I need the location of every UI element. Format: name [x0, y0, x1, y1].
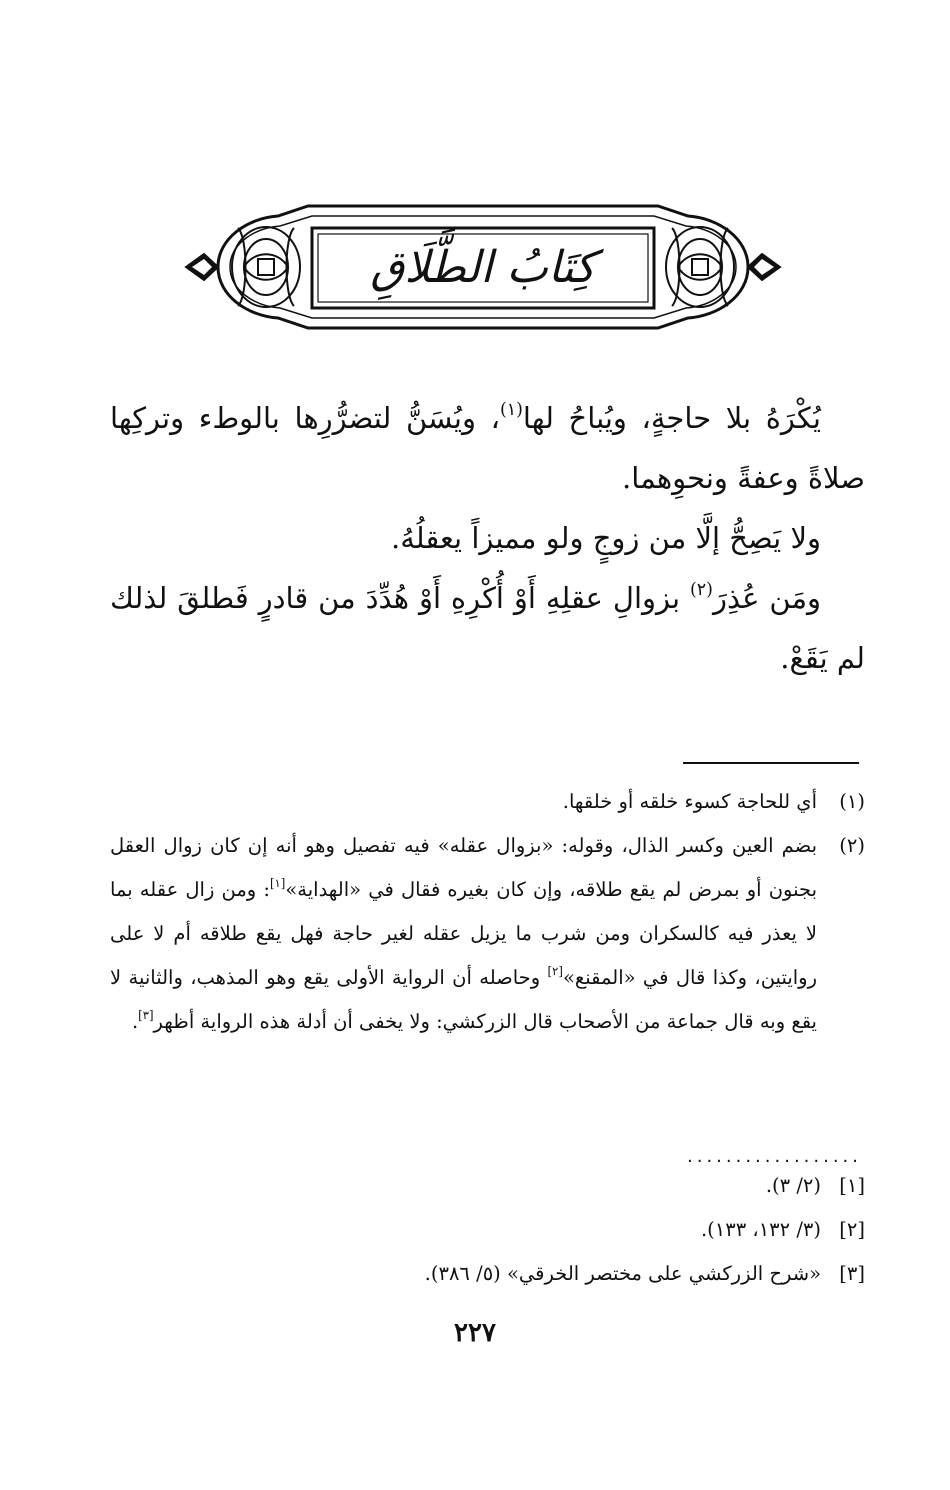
- main-text: [110, 388, 865, 688]
- paragraph-2: ولا يَصِحُّ إلَّا من زوجٍ ولو مميزاً يعقلُهُ.: [391, 521, 821, 555]
- chapter-title: كِتَابُ الطَّلَاقِ: [370, 241, 596, 293]
- footnote-item: [110, 780, 865, 824]
- footnote-text: [110, 824, 817, 1044]
- endnote-text: (٢/ ٣).: [765, 1174, 821, 1197]
- endnote-item: [110, 1164, 865, 1208]
- endnotes: [110, 1164, 865, 1296]
- endnote-ref-1[interactable]: [١]: [269, 875, 286, 890]
- footnote-number: (٢): [839, 834, 865, 857]
- paragraph-1: [110, 388, 865, 508]
- paragraph-3-text-a: ومَن عُذِرَ: [712, 581, 821, 615]
- footnote-item: [110, 824, 865, 1044]
- paragraph-1-text-b: ، ويُسَنُّ لتضرُّرِها بالوطء وتركِها صلاةً وعفةً ونحوِهما.: [110, 401, 865, 495]
- footnote-ref-1[interactable]: (١): [499, 399, 523, 420]
- footnote-text: أي للحاجة كسوء خلقه أو خلقها.: [562, 790, 817, 813]
- footnote-number: (١): [839, 790, 865, 813]
- endnote-separator: ..................: [687, 1150, 862, 1164]
- endnote-text: «شرح الزركشي على مختصر الخرقي» (٥/ ٣٨٦).: [424, 1262, 821, 1285]
- endnote-ref-3[interactable]: [٣]: [138, 1007, 154, 1022]
- paragraph-1-text-a: يُكْرَهُ بلا حاجةٍ، ويُباحُ لها: [522, 401, 821, 435]
- endnote-number: [٢]: [839, 1218, 865, 1241]
- paragraph-3: [110, 568, 865, 688]
- endnote-number: [١]: [839, 1174, 865, 1197]
- footnote-divider: [683, 762, 859, 764]
- endnote-text: (٣/ ١٣٢، ١٣٣).: [700, 1218, 821, 1241]
- endnote-number: [٣]: [839, 1262, 865, 1285]
- footnote-ref-2[interactable]: (٢): [690, 579, 713, 600]
- footnote-text-part: .: [131, 1010, 139, 1033]
- paragraph-3-text-b: بزوالِ عقلِهِ أَوْ أُكْرِهِ أَوْ هُدِّدَ من قادرٍ فَطلقَ لذلك لم يَقَعْ.: [110, 581, 865, 675]
- endnote-ref-2[interactable]: [٢]: [547, 963, 563, 978]
- page-number: ٢٢٧: [454, 1318, 496, 1348]
- endnote-item: [110, 1208, 865, 1252]
- endnote-item: [110, 1252, 865, 1296]
- footnotes: [110, 780, 865, 1044]
- footnote-text-part: : ومن زال عقله بما لا يعذر فيه كالسكران ومن شرب ما يزيل عقله لغير حاجة فهل يقع طلاقه أم لا على روايتين، وكذا قال في «المقنع»: [110, 878, 818, 989]
- footnote-text-part: وحاصله أن الرواية الأولى يقع وهو المذهب، والثانية لا يقع وبه قال جماعة من الأصحاب قال الزركشي: ولا يخفى أن أدلة هذه الرواية أظهر: [110, 966, 817, 1033]
- footnote-text-part: بضم العين وكسر الذال، وقوله: «بزوال عقله» فيه تفصيل وهو أنه إن كان زوال العقل بجنون أو بمرض لم يقع طلاقه، وإن كان بغيره فقال في «الهداية»: [110, 834, 817, 901]
